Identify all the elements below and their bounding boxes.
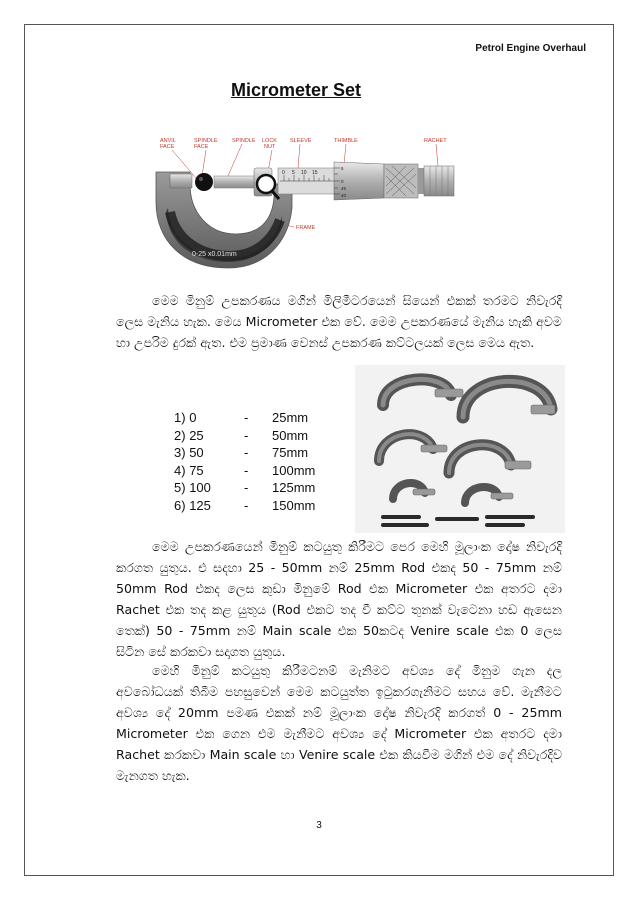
list-item: 3) 50 - 75mm: [174, 445, 309, 460]
label-thimble: THIMBLE: [334, 138, 358, 144]
paragraph-zero-error: මෙම උපකරණයෙන් මිනුම් කටයුතු කිරීමට පෙර මෙහි මූලාංක දෝෂ නිවැරදි කරගත යුතුය. එ සදහා 25 - 50mm නම් 25mm Rod එකද 50 - 75mm නම් 50mm Rod එකද ලෙස කුඩා මිනුමේ Rod එක Micrometer එක අතරට දමා Rachet එක තද කළ යුතුය (Rod එකට තද වී කට්ට තුනක් වැටෙනා හඩ ඇසෙන තෙක්) 50 - 75mm නම් Main scale එක 50කටද Venire scale එක 0 ලෙස සිටින සේ කරකවා සදාගත යුතුය.: [116, 539, 562, 659]
label-anvil-face: ANVIL: [160, 138, 176, 144]
label-rachet: RACHET: [424, 138, 447, 144]
sleeve-scale-15: 15: [312, 170, 318, 176]
thimble-scale-0: 0: [341, 179, 344, 184]
thimble-scale-5: 5: [341, 166, 344, 171]
micrometer-set-photo: [355, 365, 565, 533]
label-spindle: SPINDLE: [232, 138, 256, 144]
thimble-scale-40: 40: [341, 193, 347, 198]
list-item: 5) 100 - 125mm: [174, 480, 316, 495]
label-lock-nut: LOCK: [262, 138, 277, 144]
label-spindle-face: SPINDLE: [194, 138, 218, 144]
frame-range-label: 0-25 x0.01mm: [192, 251, 237, 258]
sleeve-scale-5: 5: [292, 170, 295, 176]
page-number: 3: [316, 820, 322, 831]
micrometer-labeled-figure: [148, 128, 468, 278]
list-item: 2) 25 - 50mm: [174, 427, 309, 443]
label-spindle-face-2: FACE: [194, 144, 209, 150]
list-item: 1) 0 - 25mm: [174, 410, 309, 425]
list-item: 4) 75 - 100mm: [174, 462, 316, 478]
label-sleeve: SLEEVE: [290, 138, 312, 144]
thimble-scale-45: 45: [341, 186, 347, 191]
label-frame: FRAME: [296, 225, 316, 231]
label-lock-nut-2: NUT: [264, 144, 276, 150]
label-anvil-face-2: FACE: [160, 144, 175, 150]
micrometer-size-list: [174, 409, 342, 514]
paragraph-intro: මෙම මිනුම් උපකරණය මගින් මිලිමීටරයෙන් සියෙන් එකක් තරමට නිවැරදි ලෙස මැනිය හැක. මෙය Micrometer එක වේ. මෙම උපකරණයේ මැනිය හැකි අවම හා උපරිම දුරක් ඇත. එම ප්‍රමාණ වෙනස් උපකරණ කට්ටලයක් ලෙස මෙය ඇත.: [116, 293, 562, 350]
list-item: 6) 125 - 150mm: [174, 497, 316, 513]
sleeve-scale-10: 10: [301, 170, 307, 176]
page-title: Micrometer Set: [231, 80, 362, 100]
paragraph-measuring: මෙහි මිනුම් කටයුතු කිරීමටනම් මැනිමට අවශ්‍ය දේ මිනුම ගැන දල අවබෝධයක් තිබීම පහසුවෙන් මෙම කටයුත්ත ඉටුකරගැනිමට සහය වේ. මැනීමට අවශ්‍ය දේ 20mm පමණ එකක් නම් මූලාංක දෝෂ නිවැරදි කරගත් 0 - 25mm Micrometer එක ගෙන එම මැනීමට අවශ්‍ය දේ Micrometer එක අතරට දමා Rachet කරකවා Main scale හා Venire scale එක කියවීම මගින් එම දේ නිවැරදිව මැනගත හැක.: [116, 663, 562, 783]
running-header: Petrol Engine Overhaul: [475, 43, 586, 54]
sleeve-scale-0: 0: [282, 170, 285, 176]
